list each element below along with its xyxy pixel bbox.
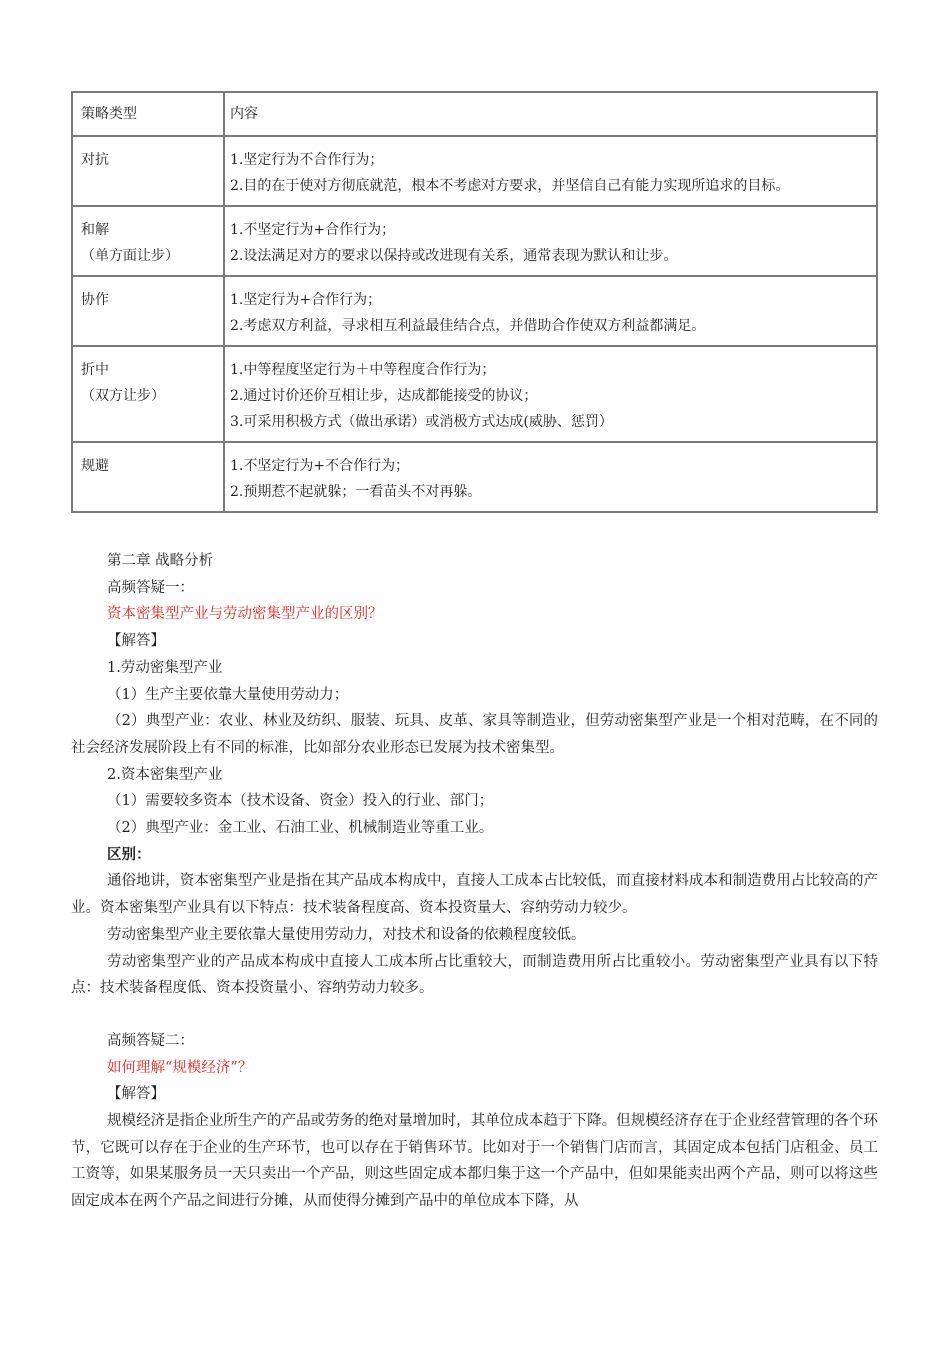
spacer (71, 1002, 878, 1028)
subsection-title: 1.劳动密集型产业 (107, 659, 223, 676)
header-type: 策略类型 (72, 92, 224, 136)
strategy-content (224, 206, 877, 276)
list-item: （2）典型产业：金工业、石油工业、机械制造业等重工业。 (107, 820, 494, 837)
chapter-title: 第二章 战略分析 (107, 553, 214, 569)
table-row (72, 442, 877, 512)
table-header-row (72, 92, 877, 136)
type-line: 折中 (81, 362, 109, 378)
content-line: 2.通过讨价还价互相让步，达成都能接受的协议； (230, 388, 538, 404)
content-line: 1.中等程度坚定行为＋中等程度合作行为； (230, 362, 496, 378)
list-item: （1）需要较多资本（技术设备、资金）投入的行业、部门； (107, 793, 494, 810)
paragraph: 劳动密集型产业主要依靠大量使用劳动力，对技术和设备的依赖程度较低。 (107, 926, 586, 943)
paragraph: 劳动密集型产业的产品成本构成中直接人工成本所占比重较大，而制造费用所占比重较小。劳动密集型产业具有以下特点：技术装备程度低、资本投资量小、容纳劳动力较多。 (71, 953, 878, 997)
content-line: 1.坚定行为不合作行为； (230, 152, 384, 168)
paragraph: 规模经济是指企业所生产的产品或劳务的绝对量增加时，其单位成本趋于下降。但规模经济存在于企业经营管理的各个环节，它既可以存在于企业的生产环节，也可以存在于销售环节。比如对于一个销售门店而言，其固定成本包括门店租金、员工工资等，如果某服务员一天只卖出一个产品，则这些固定成本都归集于这一个产品中，但如果能卖出两个产品，则可以将这些固定成本在两个产品之间进行分摊，从而使得分摊到产品中的单位成本下降，从 (71, 1113, 878, 1210)
table-row (72, 346, 877, 442)
difference-label: 区别： (107, 845, 151, 863)
list-item: （1）生产主要依靠大量使用劳动力； (107, 686, 349, 703)
subsection-title: 2.资本密集型产业 (107, 766, 223, 783)
content-line: 1.不坚定行为+合作行为； (230, 222, 396, 238)
strategy-table (71, 91, 878, 513)
strategy-type (72, 206, 224, 276)
header-content: 内容 (224, 92, 877, 136)
type-line: 协作 (81, 292, 109, 308)
paragraph: 通俗地讲，资本密集型产业是指在其产品成本构成中，直接人工成本占比较低，而直接材料成本和制造费用占比较高的产业。资本密集型产业具有以下特点：技术装备程度高、资本投资量大、容纳劳动力较少。 (71, 873, 878, 917)
content-line: 2.目的在于使对方彻底就范，根本不考虑对方要求，并坚信自己有能力实现所追求的目标。 (230, 178, 790, 194)
strategy-type (72, 276, 224, 346)
type-line: （单方面让步） (81, 248, 179, 264)
table-row (72, 276, 877, 346)
strategy-content (224, 276, 877, 346)
faq-question: 资本密集型产业与劳动密集型产业的区别？ (107, 606, 383, 623)
answer-tag: 【解答】 (107, 1086, 165, 1103)
strategy-type (72, 442, 224, 512)
strategy-content (224, 346, 877, 442)
type-line: （双方让步） (81, 388, 165, 404)
type-line: 对抗 (81, 152, 109, 168)
content-line: 1.坚定行为+合作行为； (230, 292, 382, 308)
content-line: 2.考虑双方利益，寻求相互利益最佳结合点，并借助合作使双方利益都满足。 (230, 318, 706, 334)
content-line: 2.设法满足对方的要求以保持或改进现有关系，通常表现为默认和让步。 (230, 248, 678, 264)
table-row (72, 206, 877, 276)
strategy-content (224, 136, 877, 206)
type-line: 和解 (81, 222, 109, 238)
table-row (72, 136, 877, 206)
content-line: 1.不坚定行为+不合作行为； (230, 458, 410, 474)
content-line: 2.预期惹不起就躲；一看苗头不对再躲。 (230, 484, 482, 500)
strategy-content (224, 442, 877, 512)
list-item: （2）典型产业：农业、林业及纺织、服装、玩具、皮革、家具等制造业，但劳动密集型产业是一个相对范畴，在不同的社会经济发展阶段上有不同的标准，比如部分农业形态已发展为技术密集型。 (71, 713, 878, 756)
strategy-type (72, 346, 224, 442)
faq-label: 高频答疑二： (107, 1032, 194, 1049)
faq-label: 高频答疑一： (107, 579, 194, 596)
content-line: 3.可采用积极方式（做出承诺）或消极方式达成(威胁、惩罚） (230, 414, 613, 430)
faq-question: 如何理解“规模经济”？ (107, 1059, 253, 1076)
type-line: 规避 (81, 458, 109, 474)
strategy-type (72, 136, 224, 206)
answer-tag: 【解答】 (107, 633, 165, 650)
document-body (71, 548, 878, 1215)
